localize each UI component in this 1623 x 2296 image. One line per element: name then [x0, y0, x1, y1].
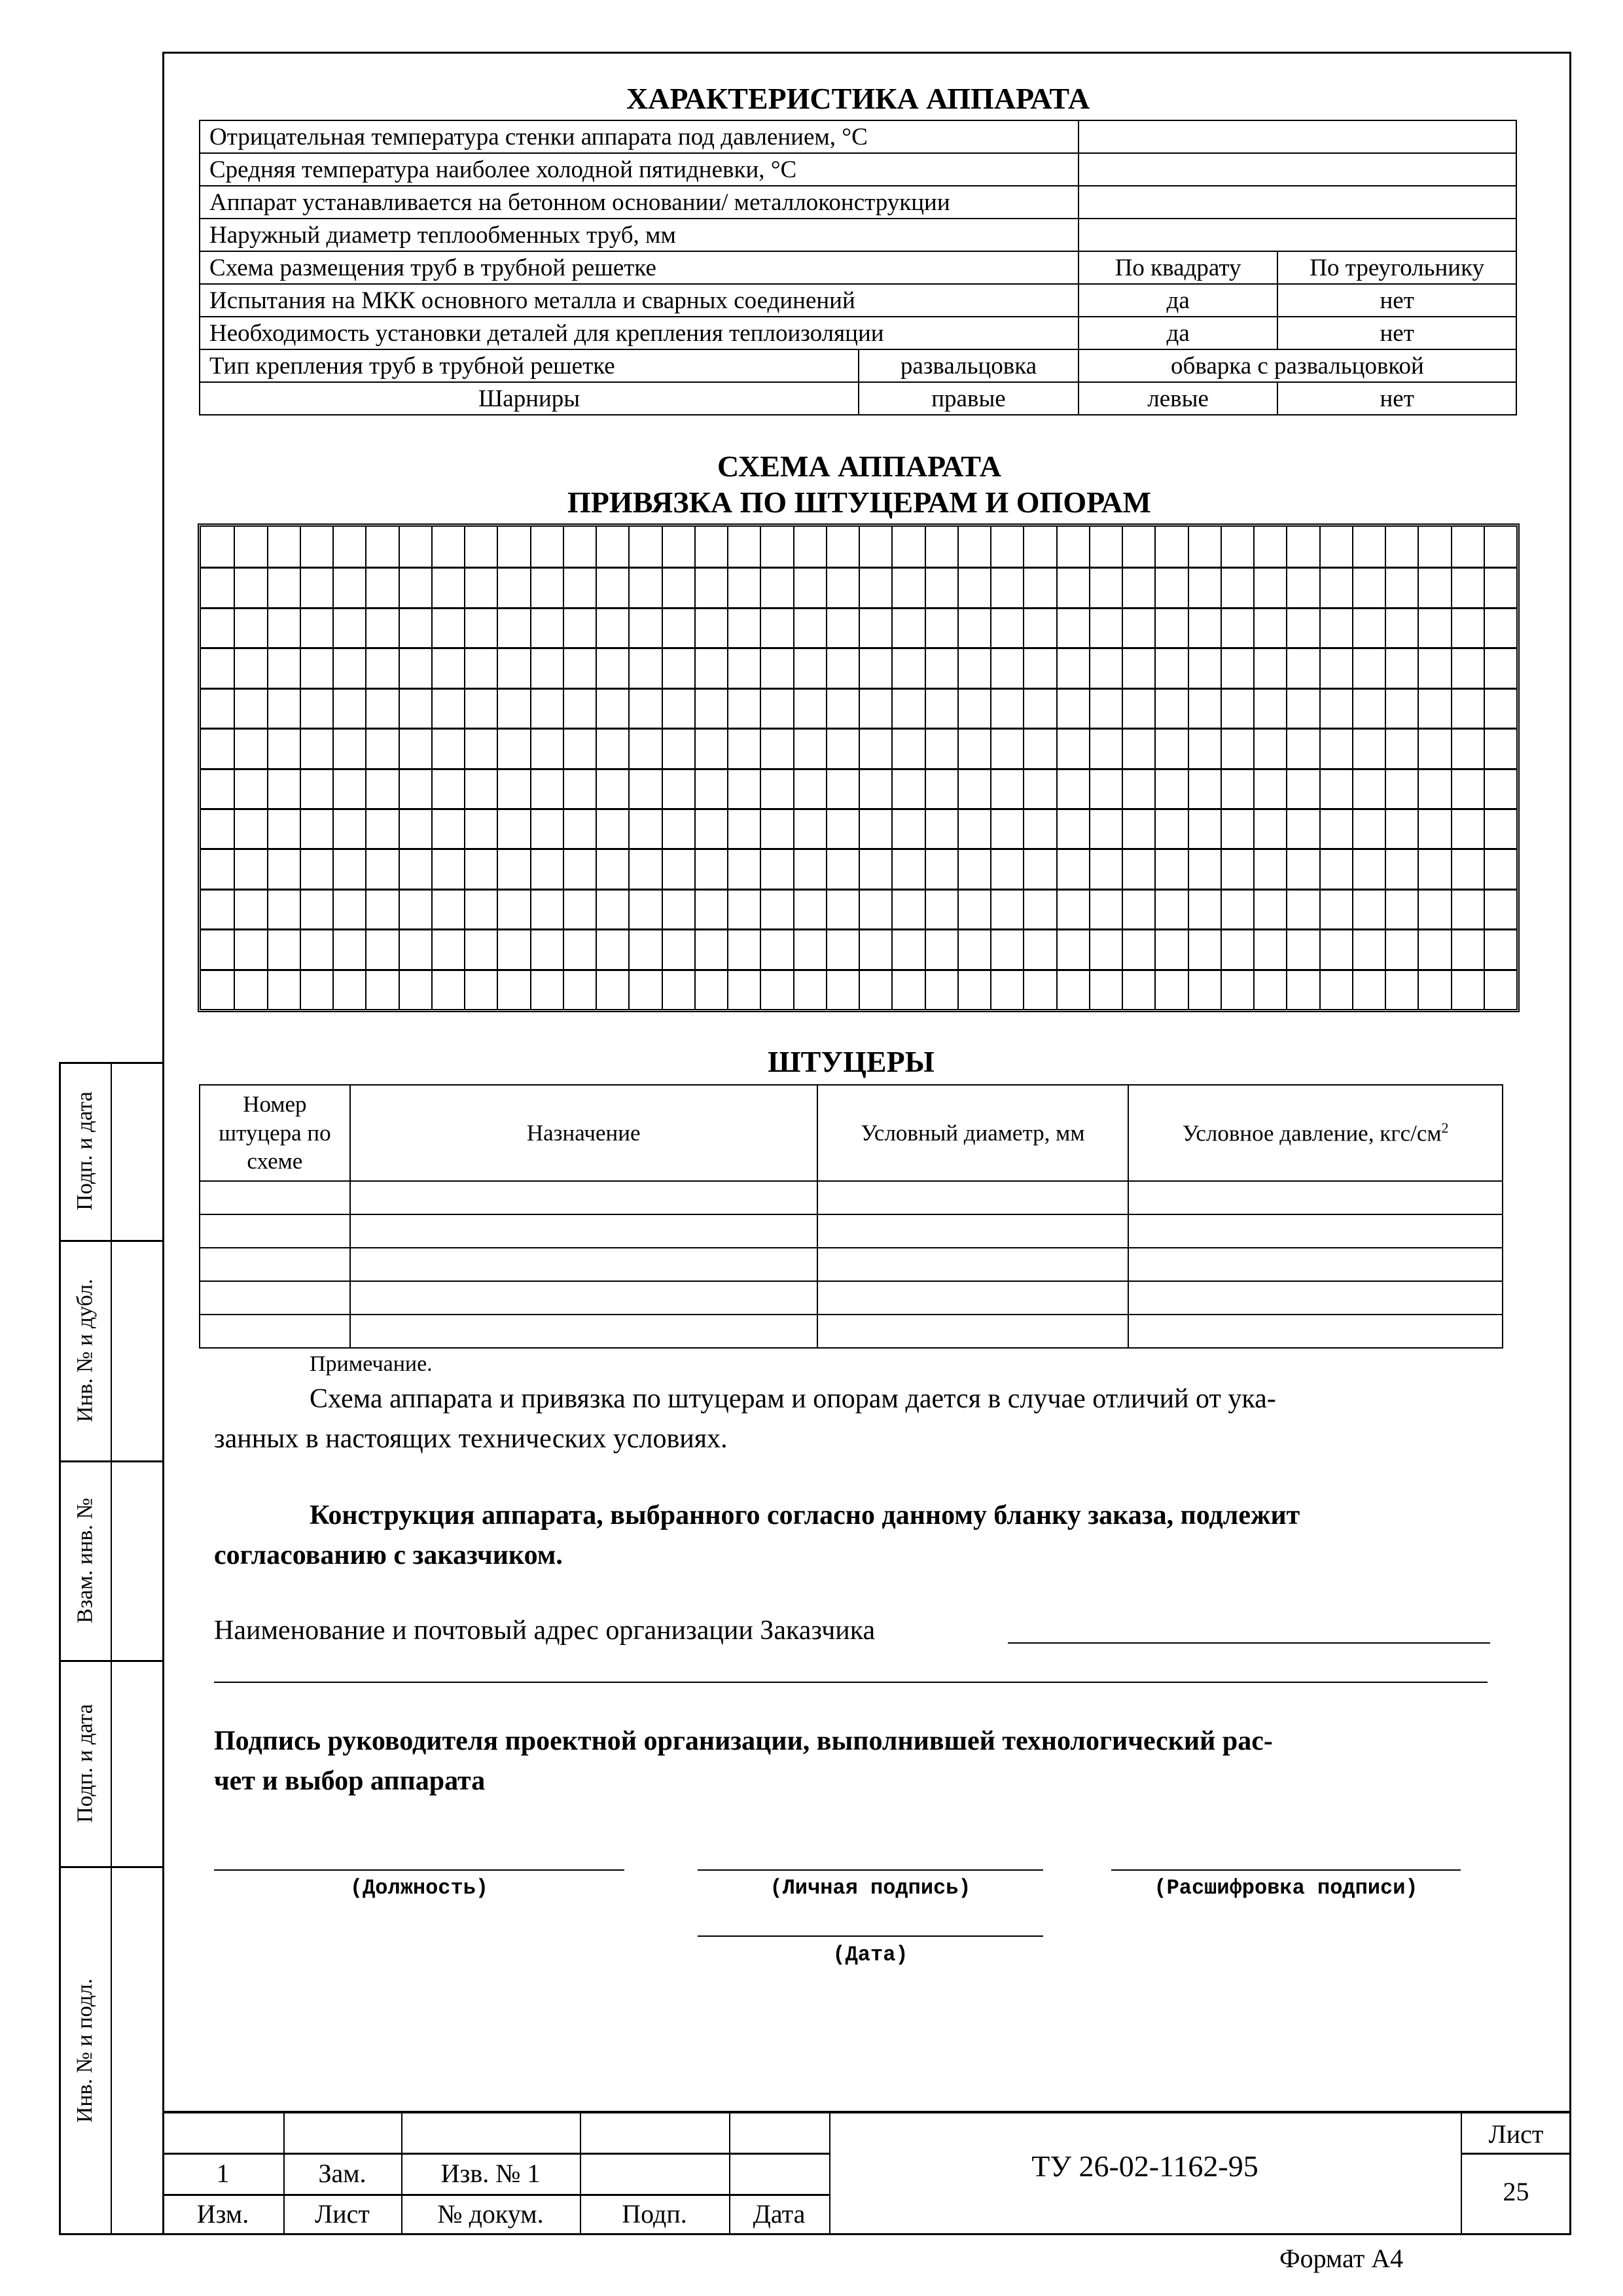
stamp-header: Изм. [196, 2199, 249, 2229]
stamp-header: Подп. [622, 2199, 687, 2229]
decoding-caption: (Расшифровка подписи) [1154, 1876, 1418, 1900]
table-row [200, 284, 1516, 317]
table-row [200, 382, 1516, 415]
row-label: Необходимость установки деталей для крепления теплоизоляции [200, 317, 1079, 349]
nozzle-cell[interactable] [1128, 1248, 1503, 1281]
date-line[interactable] [698, 1935, 1043, 1937]
nozzle-cell[interactable] [350, 1181, 817, 1214]
nozzle-cell[interactable] [200, 1214, 350, 1248]
grid-line-horizontal [201, 969, 1516, 971]
row-label: Схема размещения труб в трубной решетке [200, 251, 1079, 284]
stamp-cell[interactable]: Зам. [318, 2159, 366, 2188]
option-no[interactable]: нет [1277, 317, 1516, 349]
scheme-subtitle: ПРИВЯЗКА ПО ШТУЦЕРАМ И ОПОРАМ [567, 486, 1151, 519]
option-yes[interactable]: да [1079, 317, 1278, 349]
value-cell[interactable] [1079, 153, 1516, 186]
nozzle-cell[interactable] [1128, 1214, 1503, 1248]
nozzle-cell[interactable] [350, 1315, 817, 1348]
nozzle-cell[interactable] [817, 1214, 1129, 1248]
signature-text-2: чет и выбор аппарата [214, 1766, 486, 1796]
nozzle-cell[interactable] [817, 1248, 1129, 1281]
nozzle-cell[interactable] [200, 1281, 350, 1315]
agreement-text-1: Конструкция аппарата, выбранного согласно данному бланку заказа, подлежит [310, 1500, 1300, 1530]
stamp-cell[interactable]: Изв. № 1 [440, 2159, 541, 2188]
stamp-header: Лист [315, 2199, 370, 2229]
nozzle-cell[interactable] [817, 1181, 1129, 1214]
nozzle-cell[interactable] [200, 1315, 350, 1348]
side-label: Инв. № и подл. [73, 1978, 97, 2123]
header-number: Номер штуцера по схеме [200, 1085, 350, 1181]
option-square[interactable]: По квадрату [1079, 251, 1278, 284]
row-label: Тип крепления труб в трубной решетке [200, 349, 859, 382]
option-no[interactable]: нет [1277, 284, 1516, 317]
value-cell[interactable] [1079, 120, 1516, 153]
grid-line-horizontal [201, 848, 1516, 850]
grid-line-horizontal [201, 768, 1516, 770]
table-row [200, 1181, 1503, 1214]
format-label: Формат А4 [1279, 2244, 1404, 2273]
nozzle-cell[interactable] [200, 1248, 350, 1281]
superscript: 2 [1441, 1120, 1449, 1137]
sheet-label: Лист [1488, 2119, 1544, 2149]
sheet-number: 25 [1503, 2177, 1529, 2206]
stamp-header: № докум. [437, 2199, 544, 2229]
position-caption: (Должность) [349, 1876, 489, 1900]
note-text-2: занных в настоящих технических условиях. [214, 1424, 728, 1454]
grid-line-horizontal [201, 728, 1516, 730]
stamp-top-border [162, 2111, 1571, 2113]
value-cell[interactable] [1079, 219, 1516, 251]
decoding-line[interactable] [1111, 1869, 1461, 1871]
signature-text-1: Подпись руководителя проектной организации, выполнившей технологический рас- [214, 1726, 1273, 1756]
nozzle-cell[interactable] [1128, 1315, 1503, 1348]
side-label: Инв. № и дубл. [73, 1278, 97, 1422]
characteristics-table [199, 120, 1517, 415]
document-code: ТУ 26-02-1162-95 [1031, 2149, 1258, 2183]
stamp-cell[interactable]: 1 [216, 2159, 230, 2188]
option-left[interactable]: левые [1079, 382, 1278, 415]
nozzle-cell[interactable] [817, 1315, 1129, 1348]
customer-label: Наименование и почтовый адрес организации Заказчика [214, 1616, 876, 1646]
personal-signature-caption: (Личная подпись) [770, 1876, 971, 1900]
header-purpose: Назначение [350, 1085, 817, 1181]
table-row [200, 251, 1516, 284]
table-row [200, 120, 1516, 153]
nozzles-table [199, 1084, 1503, 1349]
personal-signature-line[interactable] [698, 1869, 1043, 1871]
customer-input-line-2[interactable] [214, 1682, 1488, 1683]
side-label: Подп. и дата [73, 1703, 97, 1823]
header-pressure-text: Условное давление, кгс/см [1182, 1120, 1442, 1146]
grid-line-horizontal [201, 688, 1516, 690]
grid-line-horizontal [201, 647, 1516, 649]
table-row [200, 349, 1516, 382]
row-label: Шарниры [200, 382, 859, 415]
grid-line-horizontal [201, 607, 1516, 609]
nozzle-cell[interactable] [1128, 1281, 1503, 1315]
nozzle-cell[interactable] [350, 1281, 817, 1315]
position-line[interactable] [214, 1869, 624, 1871]
option-rolling[interactable]: развальцовка [859, 349, 1079, 382]
table-row [200, 1248, 1503, 1281]
table-row [200, 153, 1516, 186]
table-row [200, 219, 1516, 251]
agreement-text-2: согласованию с заказчиком. [214, 1540, 563, 1570]
grid-line-horizontal [201, 567, 1516, 569]
row-label: Испытания на МКК основного металла и сварных соединений [200, 284, 1079, 317]
row-label: Средняя температура наиболее холодной пятидневки, °С [200, 153, 1079, 186]
option-yes[interactable]: да [1079, 284, 1278, 317]
date-caption: (Дата) [832, 1943, 908, 1967]
row-label: Аппарат устанавливается на бетонном основании/ металлоконструкции [200, 186, 1079, 219]
header-pressure [1128, 1085, 1503, 1181]
grid-line-horizontal [201, 928, 1516, 930]
side-label: Взам. инв. № [73, 1497, 97, 1623]
grid-line-horizontal [201, 889, 1516, 891]
nozzle-cell[interactable] [350, 1248, 817, 1281]
nozzle-cell[interactable] [1128, 1181, 1503, 1214]
side-label: Подп. и дата [73, 1091, 97, 1210]
nozzle-cell[interactable] [350, 1214, 817, 1248]
note-label: Примечание. [310, 1352, 433, 1376]
side-divider [111, 1062, 112, 2235]
table-row [200, 1315, 1503, 1348]
table-row [200, 186, 1516, 219]
option-right[interactable]: правые [859, 382, 1079, 415]
option-triangle[interactable]: По треугольнику [1277, 251, 1516, 284]
characteristics-title: ХАРАКТЕРИСТИКА АППАРАТА [626, 82, 1090, 115]
table-row [200, 1214, 1503, 1248]
table-row [200, 317, 1516, 349]
grid-line-horizontal [201, 808, 1516, 810]
nozzle-cell[interactable] [200, 1181, 350, 1214]
customer-input-line-1[interactable] [1008, 1642, 1490, 1644]
header-diameter: Условный диаметр, мм [817, 1085, 1129, 1181]
stamp-divider [1461, 2153, 1571, 2155]
stamp-header: Дата [753, 2199, 806, 2229]
scheme-grid[interactable] [198, 523, 1520, 1012]
row-label: Наружный диаметр теплообменных труб, мм [200, 219, 1079, 251]
scheme-title: СХЕМА АППАРАТА [717, 450, 1001, 483]
nozzles-title: ШТУЦЕРЫ [768, 1045, 935, 1078]
option-welding-rolling[interactable]: обварка с развальцовкой [1079, 349, 1516, 382]
nozzle-cell[interactable] [817, 1281, 1129, 1315]
row-label: Отрицательная температура стенки аппарата под давлением, °С [200, 120, 1079, 153]
table-row [200, 1281, 1503, 1315]
value-cell[interactable] [1079, 186, 1516, 219]
note-text-1: Схема аппарата и привязка по штуцерам и опорам дается в случае отличий от ука- [310, 1384, 1276, 1414]
option-none[interactable]: нет [1277, 382, 1516, 415]
